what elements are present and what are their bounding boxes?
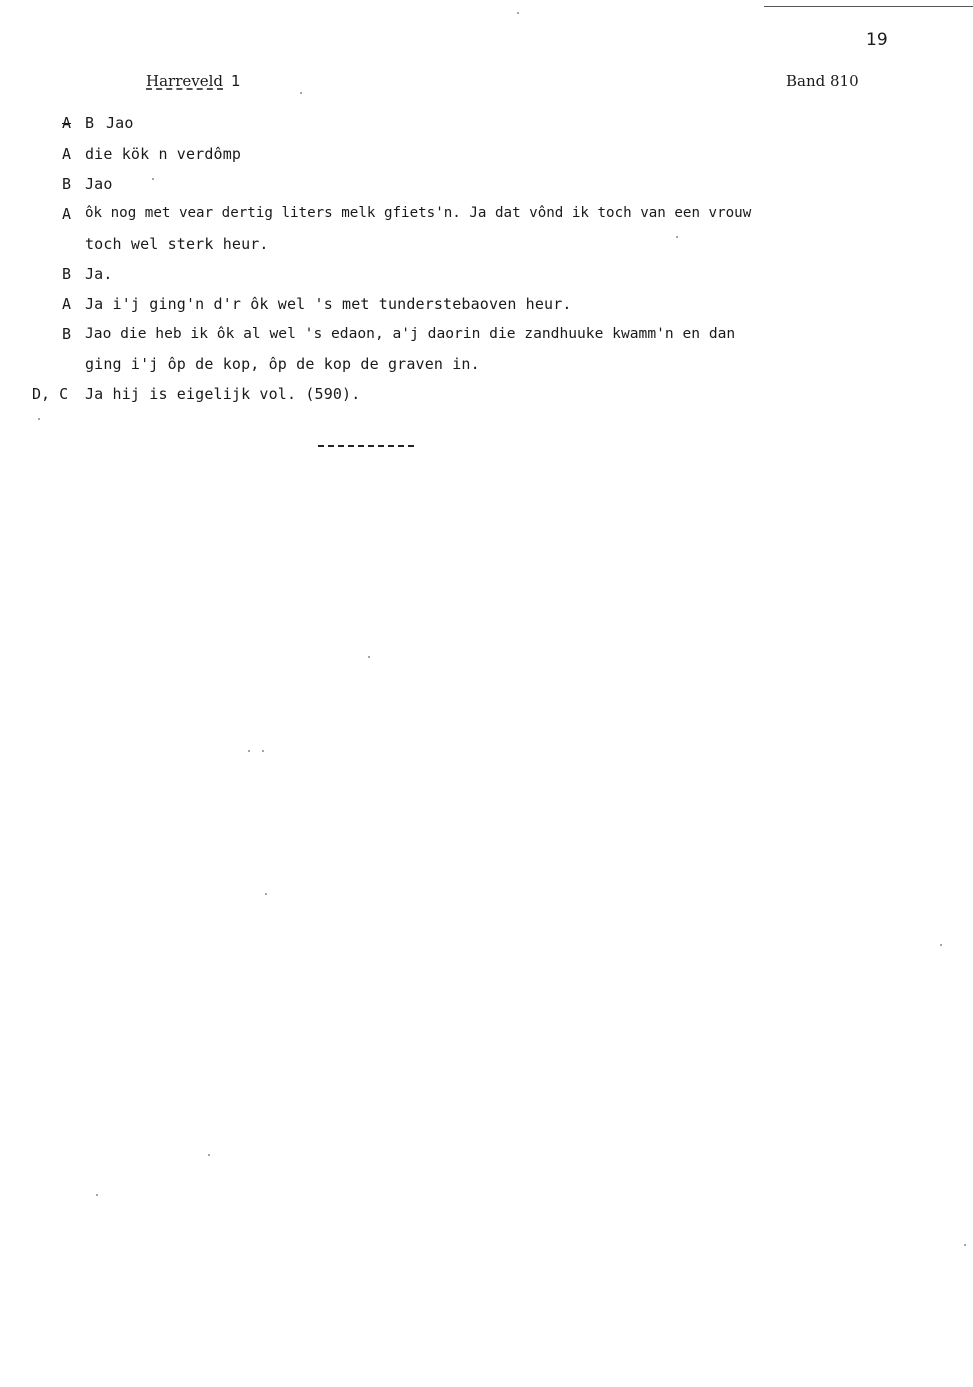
scan-speck bbox=[248, 750, 250, 752]
speaker-label: A bbox=[62, 205, 72, 223]
scan-speck bbox=[208, 1154, 210, 1156]
scan-speck bbox=[368, 656, 370, 658]
speaker-label: B bbox=[62, 265, 72, 283]
place-number: 1 bbox=[231, 72, 241, 90]
top-edge-rule bbox=[764, 6, 973, 7]
scan-speck bbox=[300, 92, 302, 94]
scan-speck bbox=[676, 236, 678, 238]
scan-speck bbox=[964, 1244, 966, 1246]
scan-speck bbox=[96, 1194, 98, 1196]
speaker-label: D, C bbox=[32, 385, 69, 403]
speaker-label: B bbox=[62, 325, 72, 343]
scan-speck bbox=[940, 944, 942, 946]
transcript-line: Jao die heb ik ôk al wel 's edaon, a'j daorin die zandhuuke kwamm'n en dan bbox=[85, 325, 736, 342]
transcript-line: Jao bbox=[106, 114, 134, 132]
speaker-label: B bbox=[85, 114, 95, 132]
transcript-line: Ja. bbox=[85, 265, 113, 283]
transcript-line: ôk nog met vear dertig liters melk gfiets'n. Ja dat vônd ik toch van een vrouw bbox=[85, 205, 752, 221]
struck-speaker-label: A bbox=[62, 114, 72, 132]
scan-speck bbox=[152, 178, 154, 180]
speaker-label: A bbox=[62, 145, 72, 163]
end-of-section-rule bbox=[318, 445, 414, 447]
scan-speck bbox=[265, 893, 267, 895]
band-label: Band 810 bbox=[786, 72, 859, 90]
speaker-label: B bbox=[62, 175, 72, 193]
place-name: Harreveld bbox=[146, 72, 223, 90]
transcript-line: Ja hij is eigelijk vol. (590). bbox=[85, 385, 361, 403]
scan-speck bbox=[38, 418, 40, 420]
transcript-line: die kök n verdômp bbox=[85, 145, 242, 163]
transcript-continuation: ging i'j ôp de kop, ôp de kop de graven in. bbox=[85, 355, 480, 373]
transcript-line: Ja i'j ging'n d'r ôk wel 's met tunderstebaoven heur. bbox=[85, 295, 572, 313]
transcript-continuation: toch wel sterk heur. bbox=[85, 235, 269, 253]
transcript-line: Jao bbox=[85, 175, 113, 193]
header-location bbox=[146, 72, 241, 90]
scan-speck bbox=[517, 12, 519, 14]
scan-speck bbox=[262, 750, 264, 752]
speaker-label: A bbox=[62, 295, 72, 313]
page-number: 19 bbox=[866, 30, 888, 50]
